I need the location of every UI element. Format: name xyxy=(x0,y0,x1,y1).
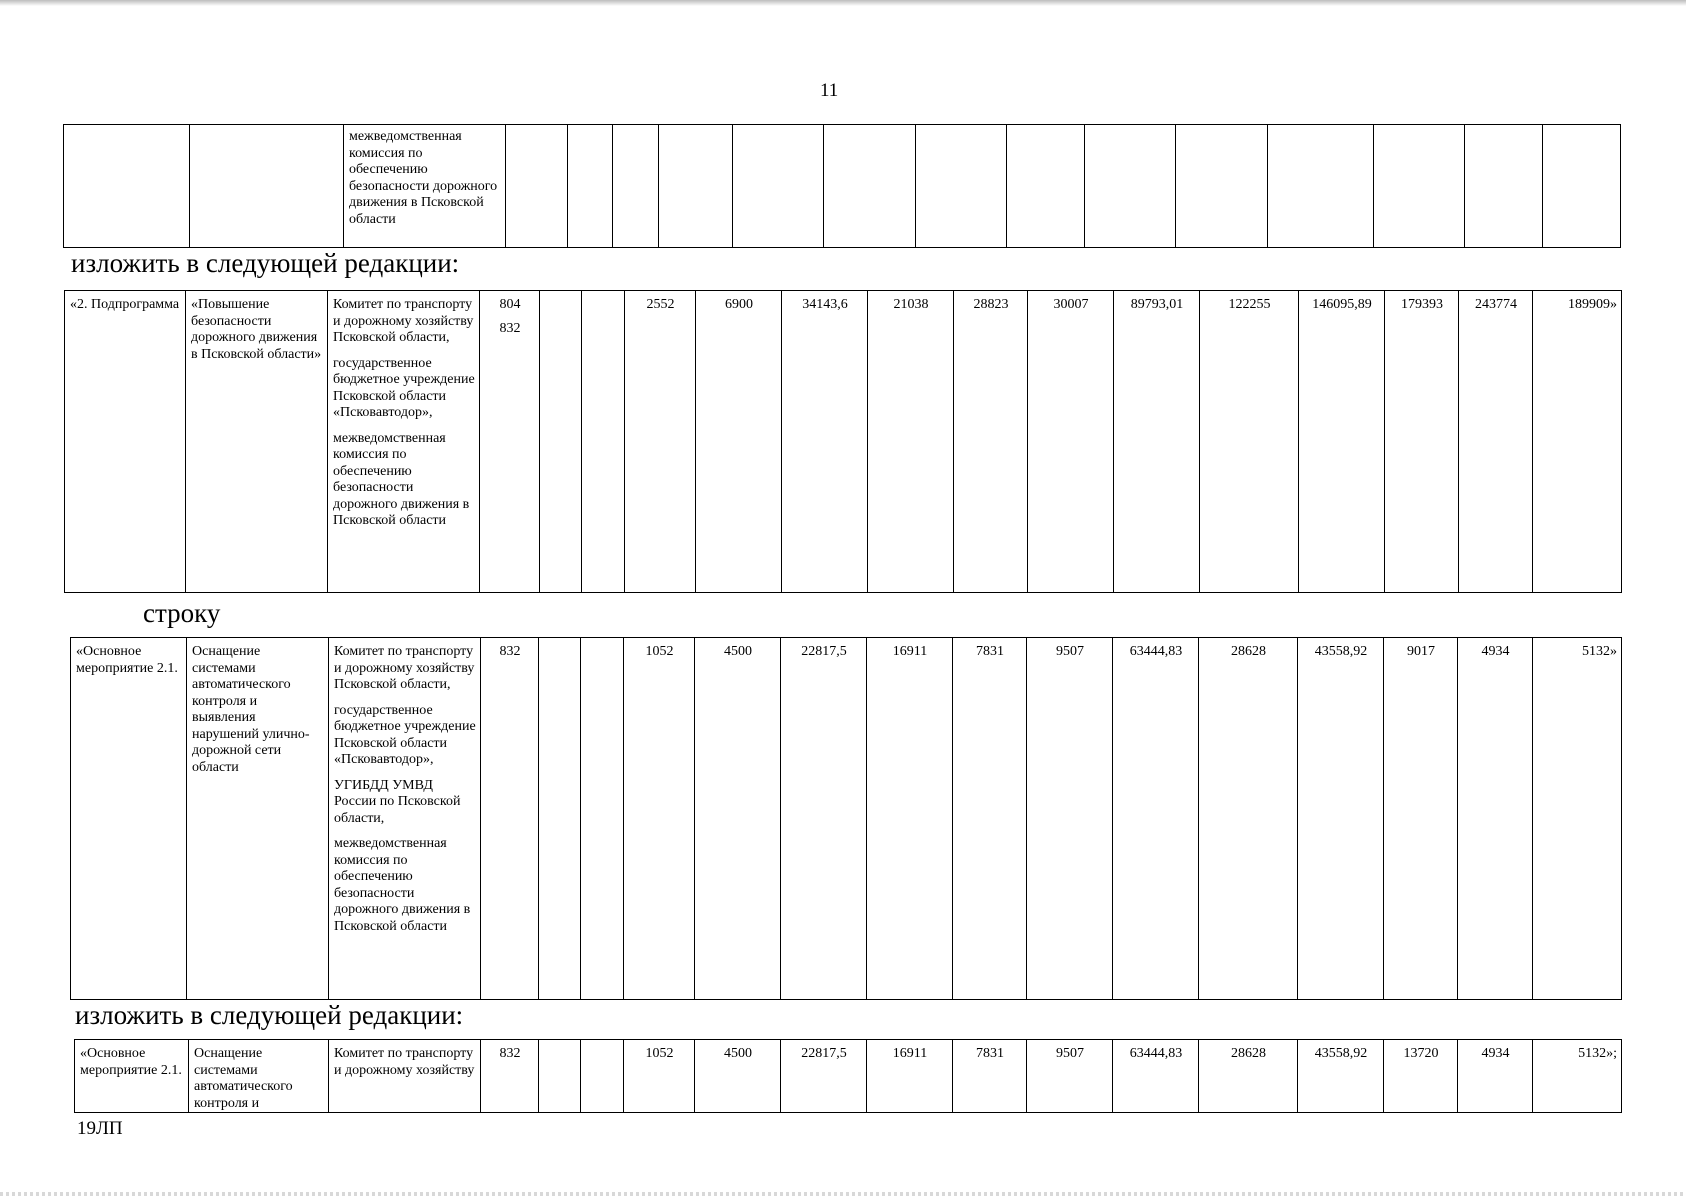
value-11: 4934 xyxy=(1458,1040,1533,1113)
value-8: 122255 xyxy=(1200,291,1299,593)
cell-subprogram-name: «Повышение безопасности дорожного движения в Псковской области» xyxy=(186,291,328,593)
value-5: 7831 xyxy=(953,1040,1027,1113)
cell-measure-name: Оснащение системами автоматического контроля и xyxy=(189,1040,329,1113)
cell-codes xyxy=(480,291,540,593)
value-6: 9507 xyxy=(1027,1040,1113,1113)
executor-3: межведомственная комиссия по обеспечению безопасности дорожного движения в Псковской области xyxy=(333,430,470,528)
value-1: 1052 xyxy=(624,638,695,1000)
cell-executors xyxy=(328,291,480,593)
scan-edge-bottom xyxy=(0,1192,1686,1196)
value-7: 63444,83 xyxy=(1113,638,1199,1000)
value-4: 16911 xyxy=(867,1040,953,1113)
value-10: 179393 xyxy=(1385,291,1459,593)
amendment-heading-1: изложить в следующей редакции: xyxy=(71,248,460,278)
executor-3: УГИБДД УМВД России по Псковской области, xyxy=(334,777,461,826)
executor-2: государственное бюджетное учреждение Псковской области «Псковавтодор», xyxy=(333,355,475,420)
code-832: 832 xyxy=(499,320,521,336)
cell-executors xyxy=(329,638,481,1000)
value-11: 4934 xyxy=(1458,638,1533,1000)
value-10: 13720 xyxy=(1384,1040,1458,1113)
table-row-previous-tail xyxy=(63,124,1621,248)
amendment-heading-2: строку xyxy=(143,598,221,628)
value-2: 4500 xyxy=(695,1040,781,1113)
scan-edge-top xyxy=(0,0,1686,6)
cell-executors xyxy=(329,1040,481,1113)
value-3: 34143,6 xyxy=(782,291,868,593)
cell-executor xyxy=(343,125,505,248)
value-10: 9017 xyxy=(1384,638,1458,1000)
cell-codes xyxy=(481,638,539,1000)
cell-measure-number: «Основное мероприятие 2.1. xyxy=(75,1040,189,1113)
value-6: 30007 xyxy=(1028,291,1114,593)
code-832: 832 xyxy=(499,1046,521,1061)
value-12: 5132»; xyxy=(1533,1040,1622,1113)
value-2: 6900 xyxy=(696,291,782,593)
value-4: 16911 xyxy=(867,638,953,1000)
value-9: 43558,92 xyxy=(1298,638,1384,1000)
code-804: 804 xyxy=(499,297,521,312)
table-measure-2-1-new xyxy=(74,1039,1622,1113)
value-4: 21038 xyxy=(868,291,954,593)
value-3: 22817,5 xyxy=(781,1040,867,1113)
value-12: 5132» xyxy=(1533,638,1622,1000)
value-9: 146095,89 xyxy=(1299,291,1385,593)
value-8: 28628 xyxy=(1199,1040,1298,1113)
value-1: 1052 xyxy=(624,1040,695,1113)
value-12: 189909» xyxy=(1533,291,1622,593)
value-8: 28628 xyxy=(1199,638,1298,1000)
value-11: 243774 xyxy=(1459,291,1533,593)
value-2: 4500 xyxy=(695,638,781,1000)
value-5: 7831 xyxy=(953,638,1027,1000)
executor-1: Комитет по транспорту и дорожному хозяйству Псковской области, xyxy=(334,644,475,692)
cell-codes xyxy=(481,1040,539,1113)
value-1: 2552 xyxy=(625,291,696,593)
cell-measure-number: «Основное мероприятие 2.1. xyxy=(71,638,187,1000)
value-6: 9507 xyxy=(1027,638,1113,1000)
cell-subprogram-number: «2. Подпрограмма xyxy=(65,291,186,593)
amendment-heading-3: изложить в следующей редакции: xyxy=(75,1000,464,1030)
value-7: 63444,83 xyxy=(1113,1040,1199,1113)
cell-col2 xyxy=(190,125,344,248)
value-9: 43558,92 xyxy=(1298,1040,1384,1113)
code-832: 832 xyxy=(499,644,521,659)
value-3: 22817,5 xyxy=(781,638,867,1000)
executor-1: Комитет по транспорту и дорожному хозяйству xyxy=(334,1046,475,1078)
page-number: 11 xyxy=(820,80,839,101)
table-subprogram-2 xyxy=(64,290,1622,593)
executor-2: государственное бюджетное учреждение Псковской области «Псковавтодор», xyxy=(334,702,476,767)
cell-col1 xyxy=(64,125,190,248)
cell-measure-name: Оснащение системами автоматического контроля и выявления нарушений улично-дорожной сети области xyxy=(187,638,329,1000)
value-7: 89793,01 xyxy=(1114,291,1200,593)
document-code: 19ЛП xyxy=(77,1118,123,1139)
table-measure-2-1-old xyxy=(70,637,1622,1000)
executor-1: Комитет по транспорту и дорожному хозяйству Псковской области, xyxy=(333,297,474,345)
executor-text: межведомственная комиссия по обеспечению безопасности дорожного движения в Псковской области xyxy=(348,129,498,227)
executor-4: межведомственная комиссия по обеспечению безопасности дорожного движения в Псковской области xyxy=(334,836,471,934)
value-5: 28823 xyxy=(954,291,1028,593)
